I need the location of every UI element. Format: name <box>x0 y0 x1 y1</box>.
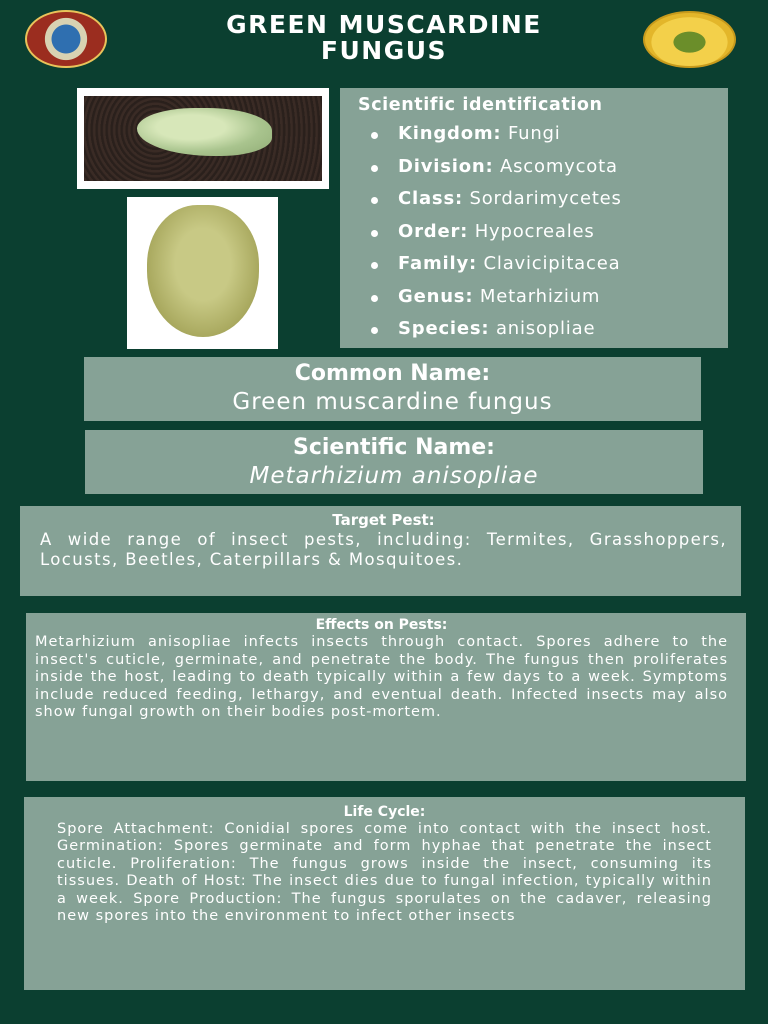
page-title-line2: FUNGUS <box>320 36 448 65</box>
taxonomy-value: Metarhizium <box>479 285 601 307</box>
infected-beetle-photo <box>127 197 278 349</box>
common-name-panel <box>84 357 701 421</box>
taxonomy-label: Division: <box>398 155 494 177</box>
taxonomy-item-class <box>358 183 728 216</box>
taxonomy-value: anisopliae <box>495 318 596 339</box>
scientific-identification-panel <box>340 88 728 348</box>
target-pest-heading: Target Pest: <box>332 511 435 529</box>
taxonomy-value: Hypocreales <box>474 220 595 242</box>
life-cycle-text: Spore Attachment: Conidial spores come into contact with the insect host. Germination: Spores germinate and form hyphae that penetrate the insect cuticle. Proliferation: The fungus grows inside the insect, consuming its tissues. Death of Host: The insect dies due to fungal infection, typically within a week. Spore Production: The fungus sporulates on the cadaver, releasing new spores into the environment to infect other insects <box>57 821 712 925</box>
scientific-name-panel <box>85 430 703 494</box>
taxonomy-label: Genus: <box>398 285 474 307</box>
taxonomy-list <box>358 118 728 346</box>
target-pest-panel <box>20 506 741 596</box>
taxonomy-item-kingdom <box>358 118 728 151</box>
effects-text: Metarhizium anisopliae infects insects through contact. Spores adhere to the insect's cuticle, germinate, and penetrate the body. The fungus then proliferates inside the host, leading to death typically within a few days to a week. Symptoms include reduced feeding, lethargy, and eventual death. Infected insects may also show fungal growth on their bodies post-mortem. <box>35 634 728 721</box>
taxonomy-label: Kingdom: <box>398 123 502 144</box>
target-pest-text: A wide range of insect pests, including: Termites, Grasshoppers, Locusts, Beetles, Caterpillars & Mosquitoes. <box>40 530 727 569</box>
taxonomy-item-species <box>358 313 728 346</box>
taxonomy-label: Species: <box>398 318 490 339</box>
taxonomy-item-genus <box>358 281 728 314</box>
page-title <box>140 12 628 64</box>
infected-larva-photo <box>77 88 329 189</box>
college-seal-right-logo <box>643 11 736 68</box>
effects-on-pests-panel <box>26 613 746 781</box>
taxonomy-item-family <box>358 248 728 281</box>
taxonomy-label: Family: <box>398 253 478 274</box>
photo-beetle <box>147 205 259 337</box>
taxonomy-item-division <box>358 151 728 184</box>
scientific-name-value: Metarhizium anisopliae <box>249 463 539 489</box>
taxonomy-value: Ascomycota <box>500 155 618 177</box>
taxonomy-label: Order: <box>398 220 469 242</box>
taxonomy-value: Sordarimycetes <box>469 188 622 209</box>
college-seal-left-logo <box>25 10 107 68</box>
life-cycle-heading: Life Cycle: <box>343 804 426 820</box>
scientific-name-heading: Scientific Name: <box>293 435 495 460</box>
taxonomy-value: Fungi <box>507 123 561 144</box>
page-title-line1: GREEN MUSCARDINE <box>226 10 542 39</box>
effects-heading: Effects on Pests: <box>315 617 448 633</box>
taxonomy-item-order <box>358 216 728 249</box>
scientific-identification-heading: Scientific identification <box>358 95 603 115</box>
life-cycle-panel <box>24 797 745 990</box>
taxonomy-label: Class: <box>398 188 463 209</box>
common-name-heading: Common Name: <box>294 361 491 386</box>
taxonomy-value: Clavicipitacea <box>483 253 621 274</box>
common-name-value: Green muscardine fungus <box>232 389 553 415</box>
